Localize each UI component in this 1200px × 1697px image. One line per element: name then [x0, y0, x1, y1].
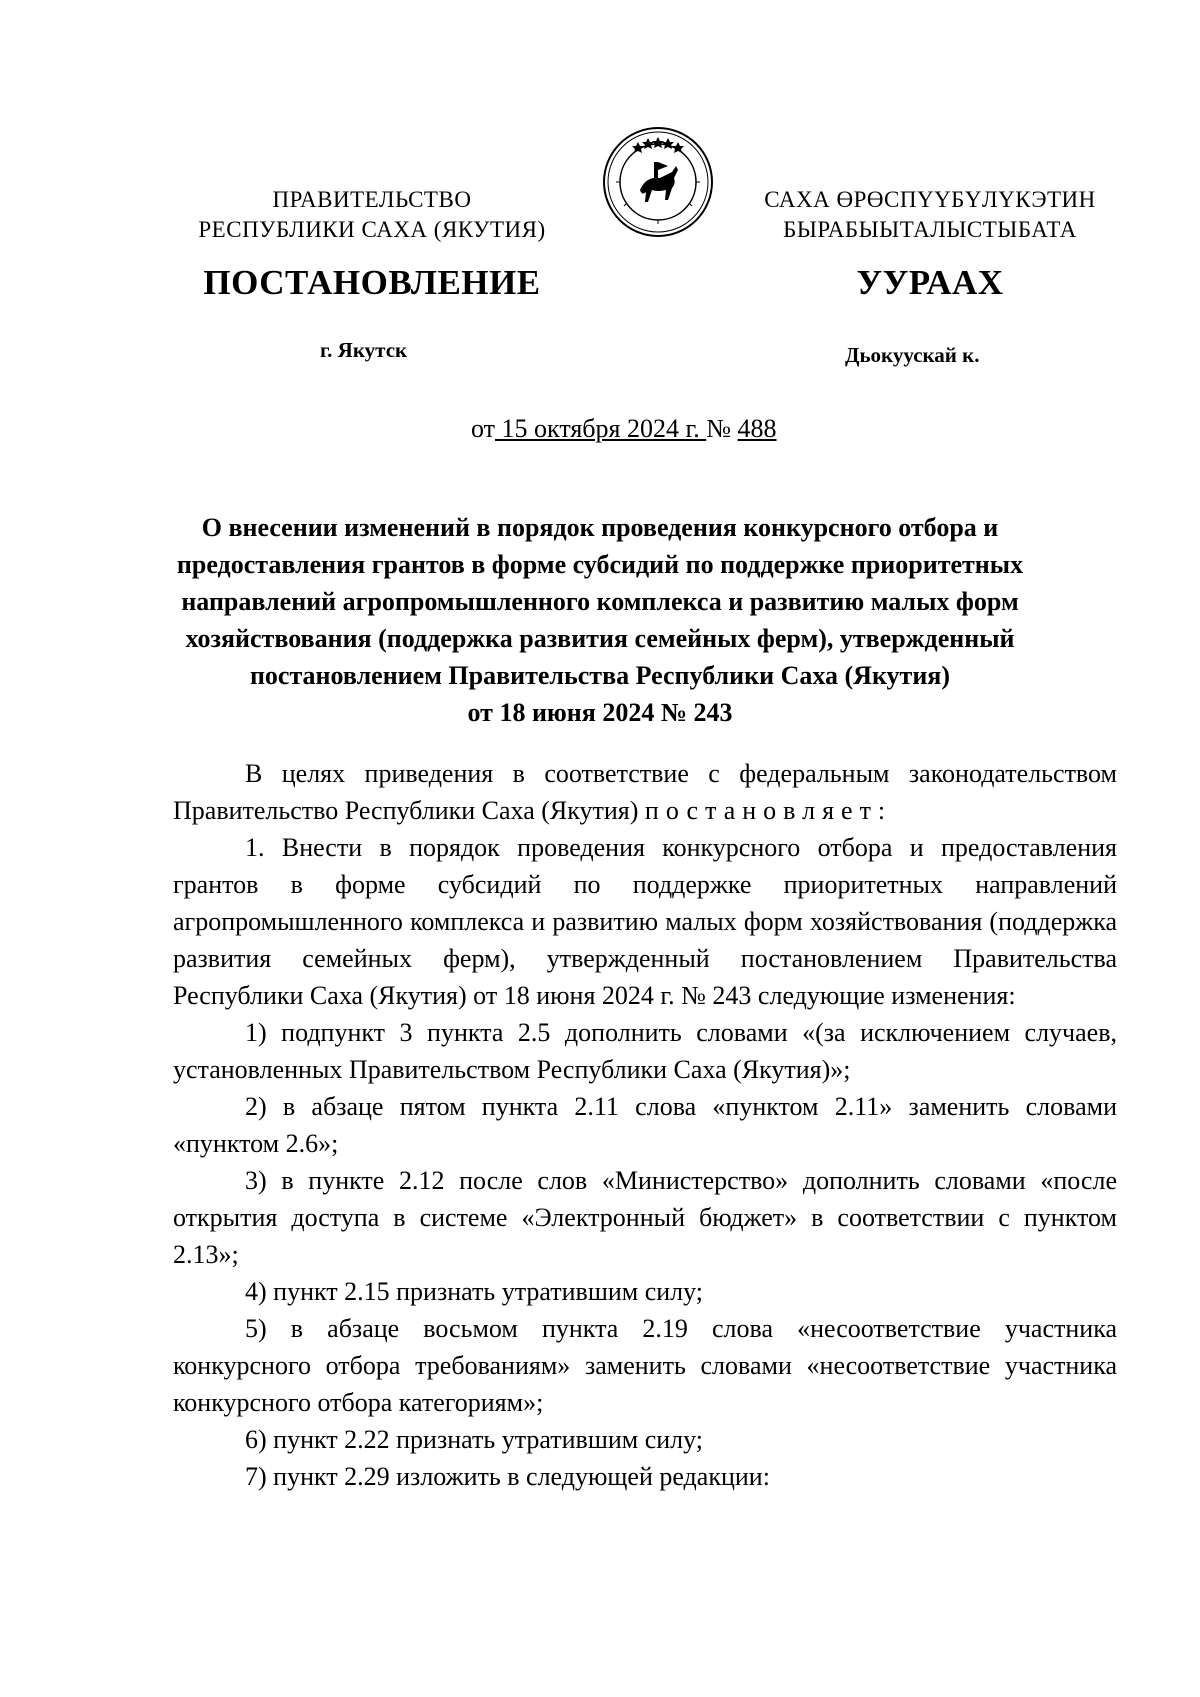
header-left-line2: РЕСПУБЛИКИ САХА (ЯКУТИЯ) — [198, 217, 546, 242]
city-sakha: Дьокуускай к. — [845, 343, 980, 367]
subject-line: от 18 июня 2024 № 243 — [467, 698, 733, 727]
header-right — [720, 185, 1140, 245]
list-item-5: 5) в абзаце восьмом пункта 2.19 слова «несоответствие участника конкурсного отбора требованиям» заменить словами «несоответствие участника конкурсного отбора категориям»; — [173, 1314, 1117, 1417]
document-date: 15 октября 2024 г. — [495, 414, 707, 443]
list-item-2: 2) в абзаце пятом пункта 2.11 слова «пунктом 2.11» заменить словами «пунктом 2.6»; — [173, 1092, 1117, 1158]
date-prefix: от — [471, 414, 496, 443]
subject-line: О внесении изменений в порядок проведения конкурсного отбора и — [201, 513, 999, 542]
subject-line: постановлением Правительства Республики Саха (Якутия) — [249, 661, 951, 690]
list-item-1: 1) подпункт 3 пункта 2.5 дополнить словами «(за исключением случаев, установленных Правительством Республики Саха (Якутия)»; — [173, 1018, 1117, 1084]
list-item-4: 4) пункт 2.15 признать утратившим силу; — [245, 1277, 704, 1306]
intro-spaced-word: постановляет: — [644, 796, 893, 825]
header-left-line1: ПРАВИТЕЛЬСТВО — [272, 187, 472, 212]
paragraph-1: 1. Внести в порядок проведения конкурсного отбора и предоставления грантов в форме субсидий по поддержке приоритетных направлений агропромышленного комплекса и развитию малых форм хозяйствования (поддержка развития семейных ферм), утвержденный постановлением Правительства Республики Саха (Якутия) от 18 июня 2024 г. № 243 следующие изменения: — [173, 833, 1117, 1010]
document-number: 488 — [737, 414, 777, 443]
document-body — [173, 755, 1117, 1495]
coat-of-arms-seal — [602, 126, 714, 238]
subject-line: направлений агропромышленного комплекса и развитию малых форм — [181, 587, 1019, 616]
header-right-line1: САХА ӨРӨСПҮҮБҮЛҮКЭТИН — [764, 187, 1096, 212]
intro-text: В целях приведения в соответствие с федеральным законодательством Правительство Республики Саха (Якутия) — [173, 759, 1117, 825]
intro-paragraph — [173, 755, 1117, 829]
number-sign: № — [706, 414, 738, 443]
list-item-3: 3) в пункте 2.12 после слов «Министерство» дополнить словами «после открытия доступа в системе «Электронный бюджет» в соответствии с пунктом 2.13»; — [173, 1166, 1117, 1269]
header-left — [152, 185, 592, 245]
list-item-6: 6) пункт 2.22 признать утратившим силу; — [245, 1425, 704, 1454]
doc-type-ru: ПОСТАНОВЛЕНИЕ — [203, 263, 541, 302]
subject-line: предоставления грантов в форме субсидий по поддержке приоритетных — [176, 550, 1024, 579]
city-ru: г. Якутск — [320, 338, 408, 362]
date-number-line — [471, 414, 777, 444]
doc-type-sakha: УУРААХ — [856, 263, 1004, 302]
subject-line: хозяйствования (поддержка развития семейных ферм), утвержденный — [185, 624, 1015, 653]
document-subject — [150, 509, 1050, 731]
list-item-7: 7) пункт 2.29 изложить в следующей редакции: — [245, 1462, 770, 1491]
header-right-line2: БЫРАБЫЫТАЛЫСТЫБАТА — [783, 217, 1077, 242]
